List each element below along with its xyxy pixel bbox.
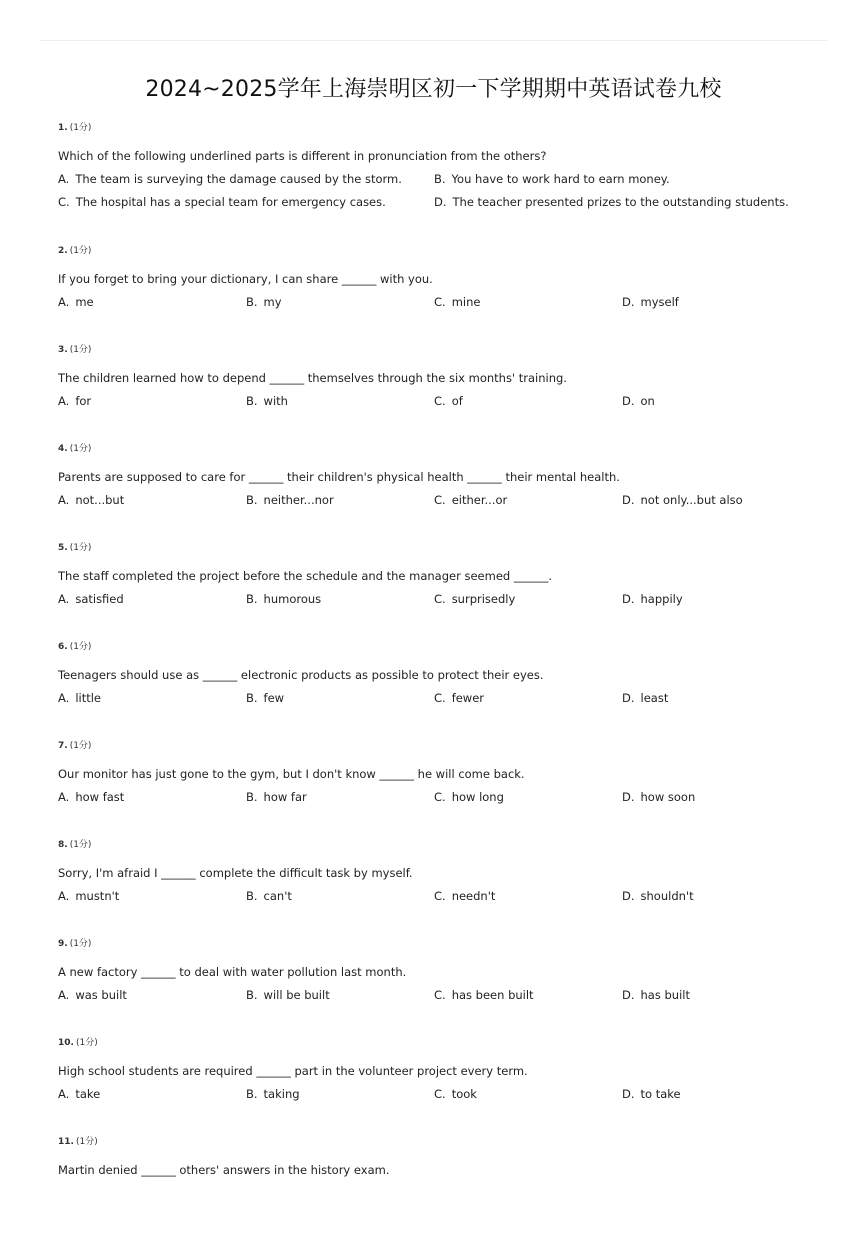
option-letter: C. bbox=[58, 195, 70, 209]
option-letter: B. bbox=[246, 988, 258, 1002]
option-list bbox=[58, 1087, 818, 1110]
question-item bbox=[58, 541, 818, 640]
option-letter: B. bbox=[434, 172, 446, 186]
question-stem: Our monitor has just gone to the gym, but I don't know ______ he will come back. bbox=[58, 767, 525, 781]
option-text: took bbox=[451, 1087, 477, 1101]
answer-option[interactable] bbox=[434, 195, 810, 218]
question-score: (1分) bbox=[69, 642, 92, 652]
question-score: (1分) bbox=[69, 840, 92, 850]
answer-option[interactable] bbox=[434, 1087, 622, 1110]
question-header bbox=[58, 838, 818, 866]
question-header bbox=[58, 541, 818, 569]
answer-option[interactable] bbox=[58, 988, 246, 1011]
option-text: least bbox=[640, 691, 669, 705]
option-text: has built bbox=[640, 988, 690, 1002]
option-text: The teacher presented prizes to the outstanding students. bbox=[452, 195, 789, 209]
option-text: happily bbox=[640, 592, 683, 606]
option-text: was built bbox=[75, 988, 127, 1002]
question-stem: The staff completed the project before the schedule and the manager seemed ______. bbox=[58, 569, 553, 583]
question-item bbox=[58, 838, 818, 937]
question-stem: Teenagers should use as ______ electronic products as possible to protect their eyes. bbox=[58, 668, 544, 682]
option-text: little bbox=[75, 691, 102, 705]
question-item bbox=[58, 640, 818, 739]
option-list bbox=[58, 295, 818, 318]
question-score: (1分) bbox=[69, 123, 92, 133]
question-header bbox=[58, 937, 818, 965]
question-header bbox=[58, 640, 818, 668]
option-letter: C. bbox=[434, 1087, 446, 1101]
option-letter: D. bbox=[622, 790, 635, 804]
option-letter: A. bbox=[58, 172, 70, 186]
option-list bbox=[58, 889, 818, 912]
answer-option[interactable] bbox=[246, 889, 434, 912]
option-text: my bbox=[263, 295, 282, 309]
option-text: satisfied bbox=[75, 592, 124, 606]
option-letter: D. bbox=[622, 988, 635, 1002]
option-text: needn't bbox=[451, 889, 496, 903]
option-text: You have to work hard to earn money. bbox=[451, 172, 670, 186]
question-number: 5. bbox=[58, 543, 68, 553]
question-stem: The children learned how to depend ______ themselves through the six months' training. bbox=[58, 371, 567, 385]
option-text: me bbox=[75, 295, 94, 309]
option-letter: D. bbox=[622, 889, 635, 903]
option-text: on bbox=[640, 394, 655, 408]
answer-option[interactable] bbox=[622, 988, 810, 1011]
question-number: 2. bbox=[58, 246, 68, 256]
option-letter: A. bbox=[58, 295, 70, 309]
option-list bbox=[58, 493, 818, 516]
option-text: can't bbox=[263, 889, 292, 903]
option-text: humorous bbox=[263, 592, 322, 606]
question-score: (1分) bbox=[75, 1038, 98, 1048]
option-text: how fast bbox=[75, 790, 125, 804]
question-item bbox=[58, 121, 818, 244]
question-list bbox=[58, 121, 818, 1234]
option-letter: D. bbox=[622, 1087, 635, 1101]
question-item bbox=[58, 1135, 818, 1234]
answer-option[interactable] bbox=[58, 889, 246, 912]
option-list bbox=[58, 592, 818, 615]
answer-option[interactable] bbox=[622, 790, 810, 813]
answer-option[interactable] bbox=[434, 592, 622, 615]
question-item bbox=[58, 937, 818, 1036]
option-letter: D. bbox=[434, 195, 447, 209]
option-letter: C. bbox=[434, 592, 446, 606]
option-letter: A. bbox=[58, 394, 70, 408]
option-letter: D. bbox=[622, 691, 635, 705]
question-item bbox=[58, 442, 818, 541]
option-letter: C. bbox=[434, 493, 446, 507]
option-text: not...but bbox=[75, 493, 125, 507]
answer-option[interactable] bbox=[58, 1087, 246, 1110]
answer-option[interactable] bbox=[246, 1087, 434, 1110]
answer-option[interactable] bbox=[434, 493, 622, 516]
option-letter: B. bbox=[246, 691, 258, 705]
answer-option[interactable] bbox=[246, 394, 434, 417]
question-score: (1分) bbox=[75, 1137, 98, 1147]
option-text: mustn't bbox=[75, 889, 120, 903]
option-list bbox=[58, 790, 818, 813]
question-score: (1分) bbox=[69, 939, 92, 949]
option-letter: B. bbox=[246, 889, 258, 903]
answer-option[interactable] bbox=[622, 295, 810, 318]
page-title: 2024~2025学年上海崇明区初一下学期期中英语试卷九校 bbox=[145, 77, 722, 102]
option-text: fewer bbox=[451, 691, 485, 705]
option-list bbox=[58, 988, 818, 1011]
option-letter: A. bbox=[58, 1087, 70, 1101]
answer-option[interactable] bbox=[246, 988, 434, 1011]
option-list bbox=[58, 691, 818, 714]
answer-option[interactable] bbox=[622, 493, 810, 516]
option-letter: C. bbox=[434, 295, 446, 309]
option-list bbox=[58, 394, 818, 417]
question-header bbox=[58, 1036, 818, 1064]
option-text: mine bbox=[451, 295, 481, 309]
answer-option[interactable] bbox=[58, 592, 246, 615]
question-stem: High school students are required ______ part in the volunteer project every term. bbox=[58, 1064, 528, 1078]
answer-option[interactable] bbox=[434, 394, 622, 417]
option-letter: A. bbox=[58, 889, 70, 903]
option-letter: B. bbox=[246, 1087, 258, 1101]
option-text: taking bbox=[263, 1087, 300, 1101]
option-letter: C. bbox=[434, 889, 446, 903]
answer-option[interactable] bbox=[58, 195, 434, 218]
option-letter: D. bbox=[622, 394, 635, 408]
answer-option[interactable] bbox=[246, 493, 434, 516]
question-number: 8. bbox=[58, 840, 68, 850]
answer-option[interactable] bbox=[58, 790, 246, 813]
answer-option[interactable] bbox=[246, 592, 434, 615]
question-stem: Sorry, I'm afraid I ______ complete the difficult task by myself. bbox=[58, 866, 413, 880]
answer-option[interactable] bbox=[246, 691, 434, 714]
question-stem: Martin denied ______ others' answers in the history exam. bbox=[58, 1163, 390, 1177]
question-score: (1分) bbox=[69, 444, 92, 454]
answer-option[interactable] bbox=[246, 295, 434, 318]
question-number: 6. bbox=[58, 642, 68, 652]
answer-option[interactable] bbox=[622, 889, 810, 912]
option-letter: A. bbox=[58, 493, 70, 507]
answer-option[interactable] bbox=[622, 1087, 810, 1110]
option-letter: A. bbox=[58, 790, 70, 804]
option-text: shouldn't bbox=[640, 889, 694, 903]
question-header bbox=[58, 343, 818, 371]
question-header bbox=[58, 739, 818, 767]
answer-option[interactable] bbox=[434, 988, 622, 1011]
question-number: 1. bbox=[58, 123, 68, 133]
option-letter: D. bbox=[622, 493, 635, 507]
question-header bbox=[58, 121, 818, 149]
option-letter: D. bbox=[622, 295, 635, 309]
question-number: 9. bbox=[58, 939, 68, 949]
option-text: The hospital has a special team for emergency cases. bbox=[75, 195, 386, 209]
option-letter: A. bbox=[58, 988, 70, 1002]
question-number: 11. bbox=[58, 1137, 74, 1147]
option-letter: B. bbox=[246, 790, 258, 804]
answer-option[interactable] bbox=[58, 394, 246, 417]
option-text: surprisedly bbox=[451, 592, 516, 606]
option-letter: B. bbox=[246, 592, 258, 606]
question-number: 7. bbox=[58, 741, 68, 751]
question-stem: If you forget to bring your dictionary, I can share ______ with you. bbox=[58, 272, 433, 286]
answer-option[interactable] bbox=[434, 295, 622, 318]
option-text: few bbox=[263, 691, 285, 705]
option-letter: B. bbox=[246, 493, 258, 507]
answer-option[interactable] bbox=[58, 172, 434, 195]
question-score: (1分) bbox=[69, 345, 92, 355]
option-text: either...or bbox=[451, 493, 508, 507]
question-header bbox=[58, 442, 818, 470]
question-header bbox=[58, 1135, 818, 1163]
answer-option[interactable] bbox=[434, 691, 622, 714]
question-score: (1分) bbox=[69, 246, 92, 256]
option-letter: A. bbox=[58, 592, 70, 606]
option-text: of bbox=[451, 394, 463, 408]
question-stem: Which of the following underlined parts is different in pronunciation from the others? bbox=[58, 149, 547, 163]
option-text: neither...nor bbox=[263, 493, 334, 507]
answer-option[interactable] bbox=[434, 790, 622, 813]
question-number: 10. bbox=[58, 1038, 74, 1048]
option-letter: D. bbox=[622, 592, 635, 606]
answer-option[interactable] bbox=[434, 889, 622, 912]
question-stem: A new factory ______ to deal with water pollution last month. bbox=[58, 965, 407, 979]
option-text: myself bbox=[640, 295, 679, 309]
answer-option[interactable] bbox=[58, 691, 246, 714]
option-text: not only...but also bbox=[640, 493, 743, 507]
option-text: will be built bbox=[263, 988, 330, 1002]
question-item bbox=[58, 343, 818, 442]
question-number: 4. bbox=[58, 444, 68, 454]
question-item bbox=[58, 244, 818, 343]
option-text: how soon bbox=[640, 790, 696, 804]
question-header bbox=[58, 244, 818, 272]
answer-option[interactable] bbox=[622, 592, 810, 615]
option-text: with bbox=[263, 394, 288, 408]
answer-option[interactable] bbox=[434, 172, 810, 195]
option-letter: C. bbox=[434, 988, 446, 1002]
option-text: The team is surveying the damage caused by the storm. bbox=[75, 172, 402, 186]
option-text: to take bbox=[640, 1087, 681, 1101]
option-text: for bbox=[75, 394, 92, 408]
question-stem: Parents are supposed to care for ______ their children's physical health ______ their mental health. bbox=[58, 470, 620, 484]
top-divider bbox=[40, 40, 827, 41]
question-score: (1分) bbox=[69, 741, 92, 751]
question-score: (1分) bbox=[69, 543, 92, 553]
option-letter: C. bbox=[434, 790, 446, 804]
option-list bbox=[58, 172, 818, 218]
question-number: 3. bbox=[58, 345, 68, 355]
question-item bbox=[58, 1036, 818, 1135]
option-text: take bbox=[75, 1087, 101, 1101]
answer-option[interactable] bbox=[622, 394, 810, 417]
option-letter: C. bbox=[434, 691, 446, 705]
answer-option[interactable] bbox=[246, 790, 434, 813]
option-letter: B. bbox=[246, 394, 258, 408]
option-letter: B. bbox=[246, 295, 258, 309]
option-text: how long bbox=[451, 790, 504, 804]
answer-option[interactable] bbox=[622, 691, 810, 714]
question-item bbox=[58, 739, 818, 838]
answer-option[interactable] bbox=[58, 295, 246, 318]
option-text: has been built bbox=[451, 988, 534, 1002]
option-letter: C. bbox=[434, 394, 446, 408]
option-text: how far bbox=[263, 790, 307, 804]
option-letter: A. bbox=[58, 691, 70, 705]
answer-option[interactable] bbox=[58, 493, 246, 516]
